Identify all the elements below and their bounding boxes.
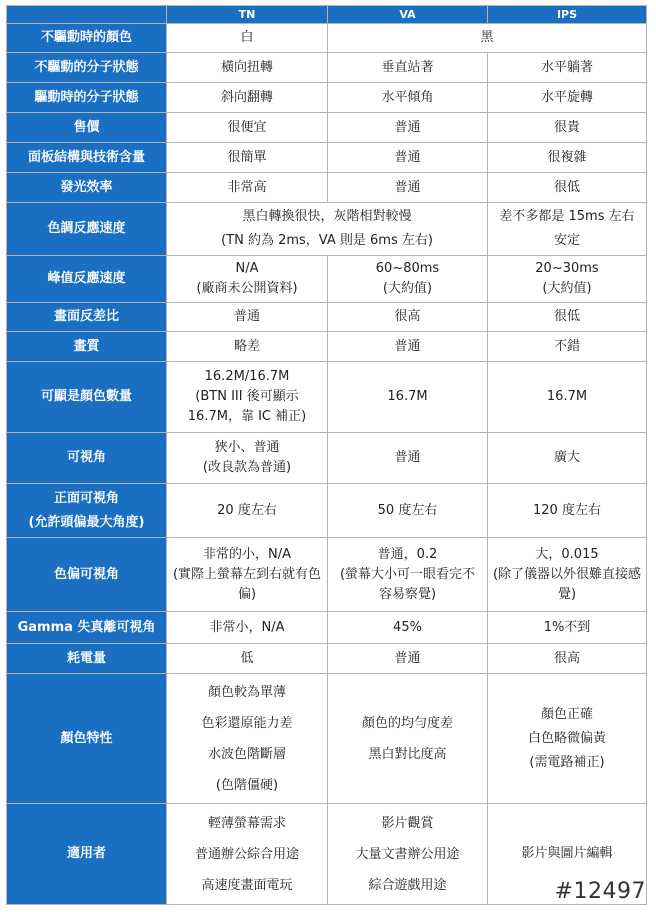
header-row [7, 6, 647, 24]
cell-line: 安定 [553, 233, 580, 248]
table-row [7, 538, 647, 612]
row-label: 不驅動的分子狀態 [7, 53, 167, 83]
table-row [7, 644, 647, 674]
cell-va: 普通 [328, 644, 488, 674]
table-row [7, 143, 647, 173]
cell-line: 白色略微偏黃 [527, 730, 606, 746]
cell-ips [488, 674, 647, 804]
row-label: 耗電量 [7, 644, 167, 674]
row-label: 顏色特性 [7, 674, 167, 804]
cell-va: 16.7M [328, 362, 488, 433]
row-label: 峰值反應速度 [7, 256, 167, 303]
cell-line: 普通辦公綜合用途 [194, 846, 299, 862]
cell-va: 普通 [328, 113, 488, 143]
row-label [7, 484, 167, 538]
table-row [7, 332, 647, 362]
cell-line: 顏色較為單薄 [207, 684, 286, 700]
cell-va: 普通 [328, 173, 488, 203]
row-label: 色偏可視角 [7, 538, 167, 612]
cell-line: 容易察覺) [378, 586, 437, 602]
cell-va: 50 度左右 [328, 484, 488, 538]
cell-ips: 很低 [488, 303, 647, 332]
cell-line: 輕薄螢幕需求 [207, 815, 286, 831]
cell-line: 偏) [237, 586, 257, 602]
cell-ips: 水平旋轉 [488, 83, 647, 113]
cell-line: 差不多都是 15ms 左右 [499, 209, 635, 224]
cell-va [328, 804, 488, 905]
cell-va [328, 538, 488, 612]
cell-ips [488, 256, 647, 303]
table-row [7, 256, 647, 303]
cell-tn: 20 度左右 [167, 484, 328, 538]
cell-line: (螢幕大小可一眼看完不 [339, 566, 476, 582]
cell-line: 顏色的均勻度差 [361, 715, 453, 731]
cell-line: 大量文書辦公用途 [355, 846, 460, 862]
cell-line: (廠商未公開資料) [196, 281, 298, 296]
row-label: 畫面反差比 [7, 303, 167, 332]
row-label: 色調反應速度 [7, 203, 167, 256]
cell-ips: 16.7M [488, 362, 647, 433]
cell-ips [488, 538, 647, 612]
row-label: 不驅動時的顏色 [7, 24, 167, 53]
cell-tn [167, 674, 328, 804]
cell-va: 垂直站著 [328, 53, 488, 83]
table-row [7, 484, 647, 538]
cell-line: 覺) [557, 586, 577, 602]
cell-ips: 120 度左右 [488, 484, 647, 538]
cell-line: 影片觀賞 [381, 815, 434, 831]
cell-tn: 普通 [167, 303, 328, 332]
cell-va: 水平傾角 [328, 83, 488, 113]
table-row [7, 612, 647, 644]
row-label: 驅動時的分子狀態 [7, 83, 167, 113]
cell-line: 16.7M，靠 IC 補正) [187, 409, 307, 424]
cell-tn: 很簡單 [167, 143, 328, 173]
cell-va: 普通 [328, 433, 488, 484]
cell-tn: 略差 [167, 332, 328, 362]
cell-va [328, 674, 488, 804]
cell-tn: 橫向扭轉 [167, 53, 328, 83]
watermark-number: #12497 [554, 879, 646, 904]
cell-ips: 水平躺著 [488, 53, 647, 83]
row-label: 畫質 [7, 332, 167, 362]
cell-tn [167, 256, 328, 303]
cell-va: 45% [328, 612, 488, 644]
table-row [7, 674, 647, 804]
cell-line: 20~30ms [535, 261, 599, 276]
cell-line: (大約值) [542, 281, 592, 296]
row-label-line: (允許頭偏最大角度) [28, 514, 145, 530]
cell-va: 普通 [328, 332, 488, 362]
cell-ips: 不錯 [488, 332, 647, 362]
table-row [7, 433, 647, 484]
cell-tn-va [167, 203, 488, 256]
cell-ips: 很高 [488, 644, 647, 674]
table-row [7, 24, 647, 53]
cell-line: (色階僵硬) [215, 777, 279, 793]
cell-line: (需電路補正) [529, 754, 605, 770]
cell-tn [167, 804, 328, 905]
cell-line: 黑白轉換很快，灰階相對較慢 [242, 209, 412, 224]
row-label: Gamma 失真離可視角 [7, 612, 167, 644]
row-label: 可視角 [7, 433, 167, 484]
cell-va: 很高 [328, 303, 488, 332]
row-label: 面板結構與技術含量 [7, 143, 167, 173]
cell-line: (大約值) [382, 281, 433, 296]
cell-line: (除了儀器以外很難直接感 [492, 566, 642, 582]
cell-ips [488, 203, 647, 256]
cell-line: 水波色階斷層 [207, 746, 286, 762]
cell-line: 顏色正確 [540, 706, 593, 722]
cell-ips: 廣大 [488, 433, 647, 484]
table-row [7, 362, 647, 433]
cell-ips: 影片與圖片編輯 [488, 804, 647, 905]
cell-line: 60~80ms [375, 261, 440, 276]
cell-line: 色彩還原能力差 [201, 715, 293, 731]
cell-line: 16.2M/16.7M [204, 369, 290, 384]
cell-ips: 很貴 [488, 113, 647, 143]
cell-line: 綜合遊戲用途 [368, 877, 447, 893]
table-row [7, 113, 647, 143]
cell-ips: 1%不到 [488, 612, 647, 644]
row-label: 可顯是顏色數量 [7, 362, 167, 433]
cell-ips: 很低 [488, 173, 647, 203]
cell-tn [167, 362, 328, 433]
cell-tn: 斜向翻轉 [167, 83, 328, 113]
cell-line: 非常的小，N/A [203, 546, 291, 562]
table-row [7, 203, 647, 256]
cell-va: 普通 [328, 143, 488, 173]
row-label: 適用者 [7, 804, 167, 905]
header-ips: IPS [488, 6, 647, 24]
header-tn: TN [167, 6, 328, 24]
cell-tn: 非常小，N/A [167, 612, 328, 644]
cell-line: (實際上螢幕左到右就有色 [172, 566, 322, 582]
cell-tn: 低 [167, 644, 328, 674]
table-row [7, 83, 647, 113]
cell-tn: 白 [167, 24, 328, 53]
cell-tn: 很便宜 [167, 113, 328, 143]
row-label: 售價 [7, 113, 167, 143]
cell-line: 普通，0.2 [377, 546, 438, 562]
comparison-table [6, 5, 647, 905]
cell-tn: 非常高 [167, 173, 328, 203]
cell-va-ips: 黑 [328, 24, 647, 53]
table-row [7, 804, 647, 905]
cell-line: N/A [235, 261, 259, 276]
header-va: VA [328, 6, 488, 24]
cell-line: (TN 約為 2ms，VA 則是 6ms 左右) [221, 233, 433, 248]
cell-line: 狹小、普通 [214, 440, 280, 455]
header-blank [7, 6, 167, 24]
row-label: 發光效率 [7, 173, 167, 203]
cell-ips: 很複雜 [488, 143, 647, 173]
table-row [7, 303, 647, 332]
table-row [7, 53, 647, 83]
cell-tn [167, 433, 328, 484]
row-label-line: 正面可視角 [53, 490, 119, 506]
cell-line: 大，0.015 [535, 546, 599, 562]
cell-tn [167, 538, 328, 612]
table-row [7, 173, 647, 203]
cell-va [328, 256, 488, 303]
cell-line: 高速度畫面電玩 [201, 877, 293, 893]
cell-line: 黑白對比度高 [368, 746, 447, 762]
cell-line: (改良款為普通) [202, 460, 292, 475]
cell-line: (BTN III 後可顯示 [195, 389, 299, 404]
